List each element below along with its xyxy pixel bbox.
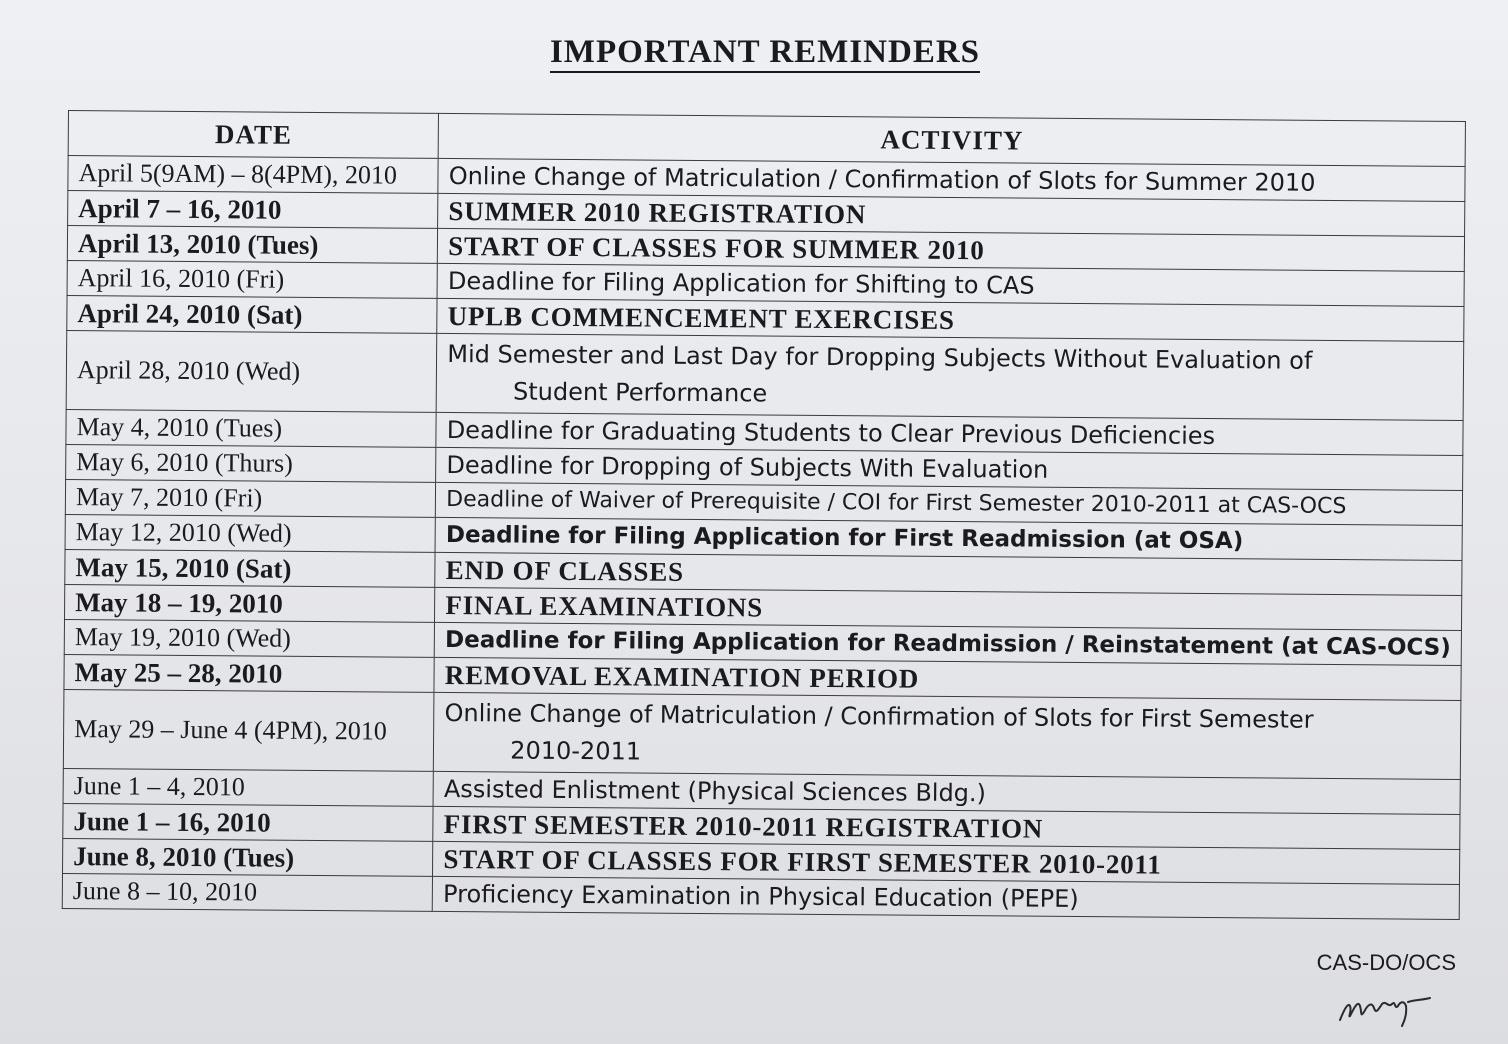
activity-cell: Deadline for Graduating Students to Clear Previous Deficiencies — [436, 412, 1463, 455]
activity-cell: START OF CLASSES FOR FIRST SEMESTER 2010-2011 — [433, 841, 1460, 884]
date-cell: April 7 – 16, 2010 — [68, 191, 439, 229]
page-title — [0, 34, 1508, 71]
date-cell: April 13, 2010 (Tues) — [67, 226, 438, 264]
reminders-table — [62, 110, 1466, 920]
activity-cell: Deadline for Filing Application for Shifting to CAS — [437, 263, 1464, 306]
date-cell: April 24, 2010 (Sat) — [67, 295, 438, 333]
date-cell: May 25 – 28, 2010 — [64, 654, 435, 692]
activity-cell — [436, 333, 1463, 420]
activity-cell: Assisted Enlistment (Physical Sciences Bldg.) — [433, 771, 1460, 814]
date-cell: June 1 – 4, 2010 — [63, 768, 434, 806]
date-cell: May 12, 2010 (Wed) — [65, 514, 436, 552]
activity-continuation-line: Student Performance — [512, 377, 768, 408]
date-cell: May 15, 2010 (Sat) — [65, 549, 436, 587]
date-cell: May 18 – 19, 2010 — [64, 584, 435, 622]
table-row — [63, 689, 1461, 779]
activity-line: Online Change of Matriculation / Confirmation of Slots for First Semester — [444, 698, 1314, 734]
activity-continuation-line: 2010-2011 — [510, 736, 642, 766]
date-cell: June 8 – 10, 2010 — [62, 873, 433, 911]
date-column-header: DATE — [68, 111, 439, 159]
activity-cell: REMOVAL EXAMINATION PERIOD — [434, 657, 1461, 700]
table-body — [62, 156, 1465, 920]
page-title-text: IMPORTANT REMINDERS — [550, 34, 980, 73]
activity-cell: FIRST SEMESTER 2010-2011 REGISTRATION — [433, 806, 1460, 849]
activity-cell: END OF CLASSES — [435, 552, 1462, 595]
date-cell: June 1 – 16, 2010 — [63, 803, 434, 841]
table-row — [66, 330, 1464, 420]
date-cell: April 28, 2010 (Wed) — [66, 330, 437, 412]
handwritten-initials — [1334, 980, 1434, 1028]
date-cell: May 6, 2010 (Thurs) — [66, 444, 437, 482]
activity-cell: SUMMER 2010 REGISTRATION — [438, 193, 1465, 236]
activity-cell: Online Change of Matriculation / Confirmation of Slots for Summer 2010 — [438, 158, 1465, 201]
activity-cell: Deadline for Filing Application for First Readmission (at OSA) — [435, 517, 1462, 560]
date-cell: June 8, 2010 (Tues) — [63, 838, 434, 876]
activity-cell: Deadline for Dropping of Subjects With Evaluation — [436, 447, 1463, 490]
activity-cell: Deadline for Filing Application for Readmission / Reinstatement (at CAS-OCS) — [434, 622, 1461, 665]
activity-cell — [434, 692, 1461, 779]
activity-column-header: ACTIVITY — [438, 113, 1465, 166]
date-cell: May 29 – June 4 (4PM), 2010 — [63, 689, 434, 771]
date-cell: May 19, 2010 (Wed) — [64, 619, 435, 657]
office-code: CAS-DO/OCS — [1316, 950, 1456, 975]
activity-cell: START OF CLASSES FOR SUMMER 2010 — [438, 228, 1465, 271]
date-cell: April 16, 2010 (Fri) — [67, 260, 438, 298]
activity-line: Mid Semester and Last Day for Dropping Subjects Without Evaluation of — [447, 339, 1313, 375]
activity-cell: UPLB COMMENCEMENT EXERCISES — [437, 298, 1464, 341]
date-cell: May 7, 2010 (Fri) — [65, 479, 436, 517]
activity-cell: Proficiency Examination in Physical Education (PEPE) — [432, 876, 1459, 919]
date-cell: April 5(9AM) – 8(4PM), 2010 — [68, 156, 439, 194]
activity-cell: FINAL EXAMINATIONS — [435, 587, 1462, 630]
date-cell: May 4, 2010 (Tues) — [66, 409, 437, 447]
activity-cell: Deadline of Waiver of Prerequisite / COI for First Semester 2010-2011 at CAS-OCS — [436, 482, 1463, 525]
